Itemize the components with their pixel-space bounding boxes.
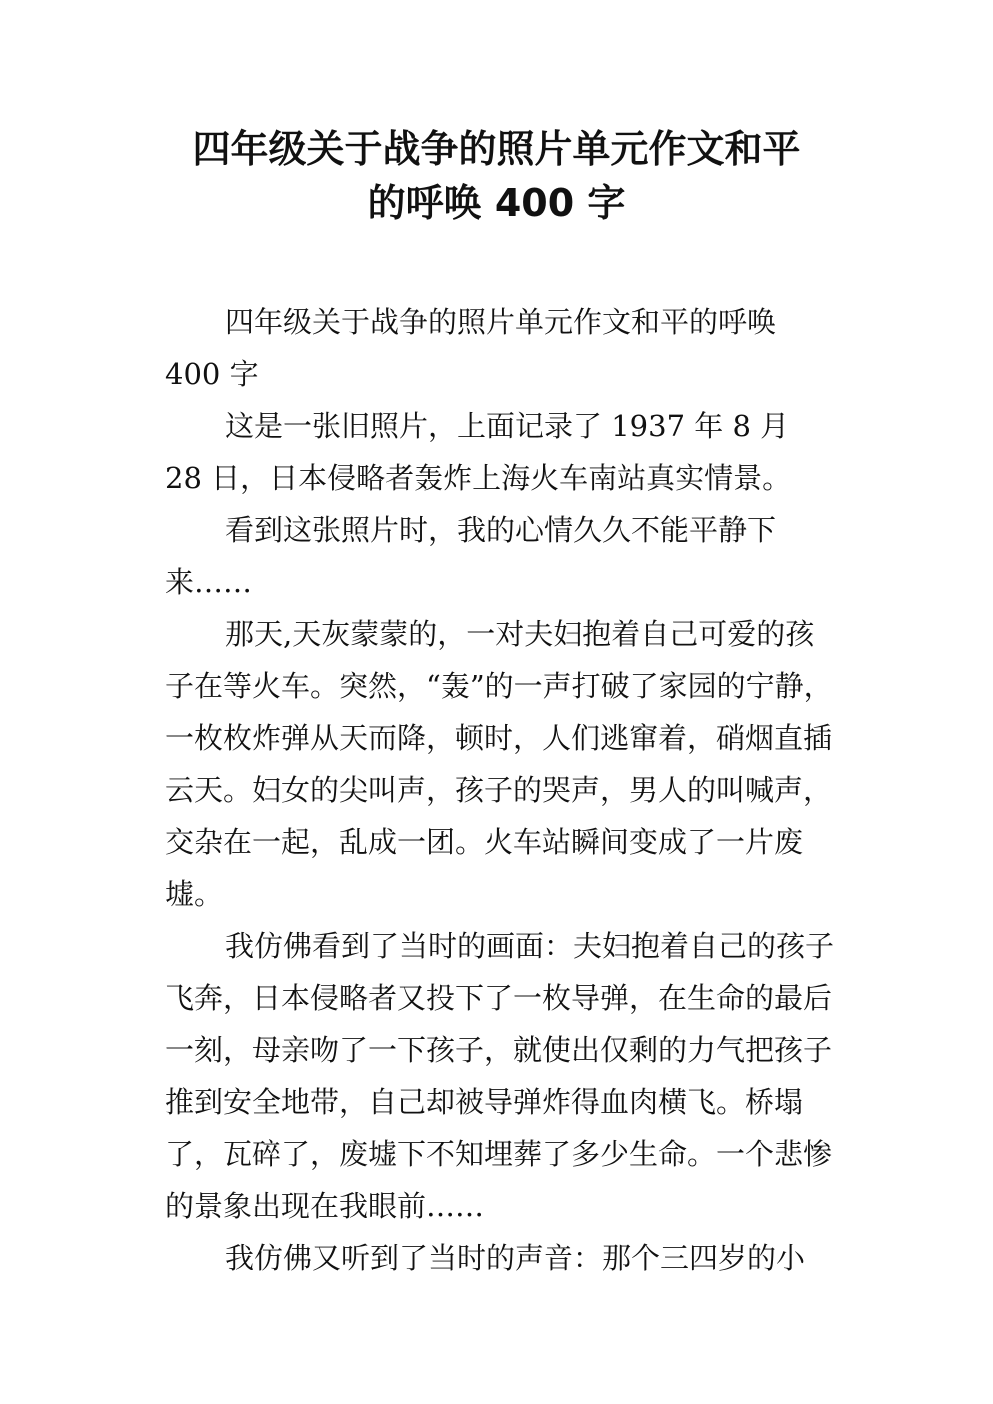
document-body <box>165 296 835 1284</box>
paragraph-5: 我仿佛看到了当时的画面：夫妇抱着自己的孩子飞奔，日本侵略者又投下了一枚导弹，在生命的最后一刻，母亲吻了一下孩子，就使出仅剩的力气把孩子推到安全地带，自己却被导弹炸得血肉横飞。桥塌了，瓦碎了，废墟下不知埋葬了多少生命。一个悲惨的景象出现在我眼前…… <box>165 929 835 1223</box>
paragraph-3: 看到这张照片时，我的心情久久不能平静下来…… <box>165 513 777 599</box>
paragraph-1: 四年级关于战争的照片单元作文和平的呼唤 400 字 <box>165 305 777 391</box>
document-title <box>120 122 873 230</box>
title-line-2: 的呼唤 400 字 <box>367 181 626 225</box>
paragraph-4: 那天,天灰蒙蒙的，一对夫妇抱着自己可爱的孩子在等火车。突然，“轰”的一声打破了家园的宁静，一枚枚炸弹从天而降，顿时，人们逃窜着，硝烟直插云天。妇女的尖叫声，孩子的哭声，男人的叫喊声，交杂在一起，乱成一团。火车站瞬间变成了一片废墟。 <box>165 617 833 911</box>
title-line-1: 四年级关于战争的照片单元作文和平 <box>192 127 801 171</box>
paragraph-6: 我仿佛又听到了当时的声音：那个三四岁的小 <box>225 1241 806 1275</box>
paragraph-2: 这是一张旧照片，上面记录了 1937 年 8 月 28 日，日本侵略者轰炸上海火车南站真实情景。 <box>165 409 792 495</box>
